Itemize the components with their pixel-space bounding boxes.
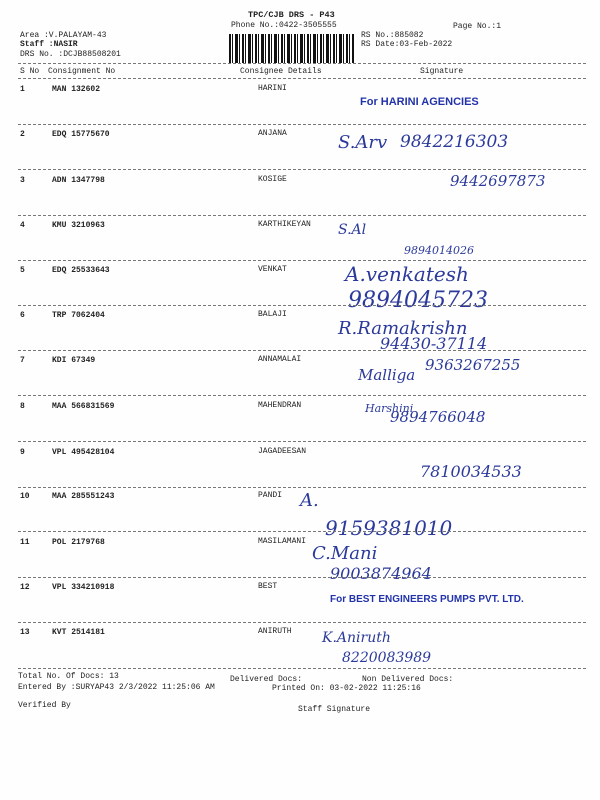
consignment-number: EDQ 25533643 — [52, 266, 110, 275]
consignment-number: MAA 566831569 — [52, 402, 115, 411]
row-number: 4 — [20, 221, 25, 230]
rs-number: RS No.:885082 — [361, 31, 424, 40]
consignment-number: MAA 285551243 — [52, 492, 115, 501]
document-title: TPC/CJB DRS - P43 — [248, 10, 335, 20]
row-divider — [18, 169, 586, 170]
page-number: Page No.:1 — [453, 22, 502, 31]
consignee-name: KOSIGE — [258, 175, 287, 184]
consignee-name: PANDI — [258, 491, 283, 500]
col-consignee: Consignee Details — [240, 67, 322, 76]
consignment-number: POL 2179768 — [52, 538, 105, 547]
col-consignment: Consignment No — [48, 67, 116, 76]
row-number: 3 — [20, 176, 25, 185]
row-number: 2 — [20, 130, 25, 139]
phone-number: Phone No.:0422-3505555 — [231, 21, 337, 30]
consignment-number: EDQ 15775670 — [52, 130, 110, 139]
consignee-name: MAHENDRAN — [258, 401, 302, 410]
handwritten-phone: 9363267255 — [425, 356, 521, 374]
barcode — [229, 34, 354, 63]
company-stamp: For HARINI AGENCIES — [360, 96, 479, 108]
consignee-name: KARTHIKEYAN — [258, 220, 311, 229]
entered-by: Entered By :SURYAP43 2/3/2022 11:25:06 AM — [18, 683, 215, 692]
consignee-name: ANIRUTH — [258, 627, 292, 636]
row-number: 8 — [20, 402, 25, 411]
handwritten-signature: Harshini — [365, 402, 414, 415]
row-divider — [18, 395, 586, 396]
handwritten-phone: 9003874964 — [330, 564, 432, 583]
handwritten-signature: Malliga — [358, 366, 416, 384]
company-stamp: For BEST ENGINEERS PUMPS PVT. LTD. — [330, 594, 524, 605]
drs-number: DRS No. :DCJB88508201 — [20, 50, 121, 59]
handwritten-signature: A. — [300, 490, 319, 511]
row-number: 6 — [20, 311, 25, 320]
handwritten-signature: K.Aniruth — [322, 630, 391, 646]
handwritten-signature: S.Al — [338, 222, 367, 238]
handwritten-signature: C.Mani — [312, 543, 378, 564]
row-divider — [18, 305, 586, 306]
consignee-name: JAGADEESAN — [258, 447, 307, 456]
area-label: Area :V.PALAYAM-43 — [20, 31, 107, 40]
col-signature: Signature — [420, 67, 464, 76]
printed-on: Printed On: 03-02-2022 11:25:16 — [272, 684, 421, 693]
consignee-name: VENKAT — [258, 265, 287, 274]
consignment-number: VPL 334210918 — [52, 583, 115, 592]
consignee-name: ANJANA — [258, 129, 287, 138]
staff-signature: Staff Signature — [298, 705, 371, 714]
row-number: 9 — [20, 448, 25, 457]
consignment-number: KVT 2514181 — [52, 628, 105, 637]
total-docs: Total No. Of Docs: 13 — [18, 672, 119, 681]
non-delivered-docs: Non Delivered Docs: — [362, 675, 454, 684]
consignee-name: BALAJI — [258, 310, 287, 319]
delivered-docs: Delivered Docs: — [230, 675, 303, 684]
handwritten-phone: 94430-37114 — [380, 334, 488, 353]
row-divider — [18, 487, 586, 488]
handwritten-signature: R.Ramakrishn — [338, 318, 468, 339]
handwritten-phone: 9894766048 — [390, 408, 486, 426]
handwritten-signature: S.Arv — [338, 132, 388, 153]
handwritten-phone: 8220083989 — [342, 650, 432, 666]
divider — [18, 63, 586, 64]
row-divider — [18, 441, 586, 442]
row-number: 11 — [20, 538, 30, 547]
row-divider — [18, 577, 586, 578]
row-number: 1 — [20, 85, 25, 94]
row-number: 5 — [20, 266, 25, 275]
consignee-name: HARINI — [258, 84, 287, 93]
staff-label: Staff :NASIR — [20, 40, 78, 49]
verified-by: Verified By — [18, 701, 71, 710]
row-number: 7 — [20, 356, 25, 365]
consignee-name: ANNAMALAI — [258, 355, 302, 364]
consignment-number: TRP 7062404 — [52, 311, 105, 320]
handwritten-phone: 7810034533 — [420, 462, 522, 481]
consignment-number: ADN 1347798 — [52, 176, 105, 185]
handwritten-phone: 9894014026 — [404, 244, 474, 257]
divider — [18, 668, 586, 669]
row-divider — [18, 124, 586, 125]
consignee-name: BEST — [258, 582, 278, 591]
consignment-number: KDI 67349 — [52, 356, 96, 365]
row-divider — [18, 531, 586, 532]
row-divider — [18, 215, 586, 216]
row-divider — [18, 622, 586, 623]
consignment-number: KMU 3210963 — [52, 221, 105, 230]
consignee-name: MASILAMANI — [258, 537, 307, 546]
handwritten-phone: 9442697873 — [450, 172, 546, 190]
consignment-number: MAN 132602 — [52, 85, 101, 94]
consignment-number: VPL 495428104 — [52, 448, 115, 457]
row-divider — [18, 350, 586, 351]
handwritten-phone: 9894045723 — [348, 288, 488, 313]
row-number: 13 — [20, 628, 30, 637]
divider — [18, 78, 586, 79]
handwritten-phone: 9159381010 — [325, 516, 453, 540]
col-sno: S No — [20, 67, 40, 76]
row-number: 12 — [20, 583, 30, 592]
handwritten-phone: 9842216303 — [400, 132, 509, 152]
row-number: 10 — [20, 492, 30, 501]
row-divider — [18, 260, 586, 261]
handwritten-signature: A.venkatesh — [345, 262, 469, 286]
rs-date: RS Date:03-Feb-2022 — [361, 40, 453, 49]
